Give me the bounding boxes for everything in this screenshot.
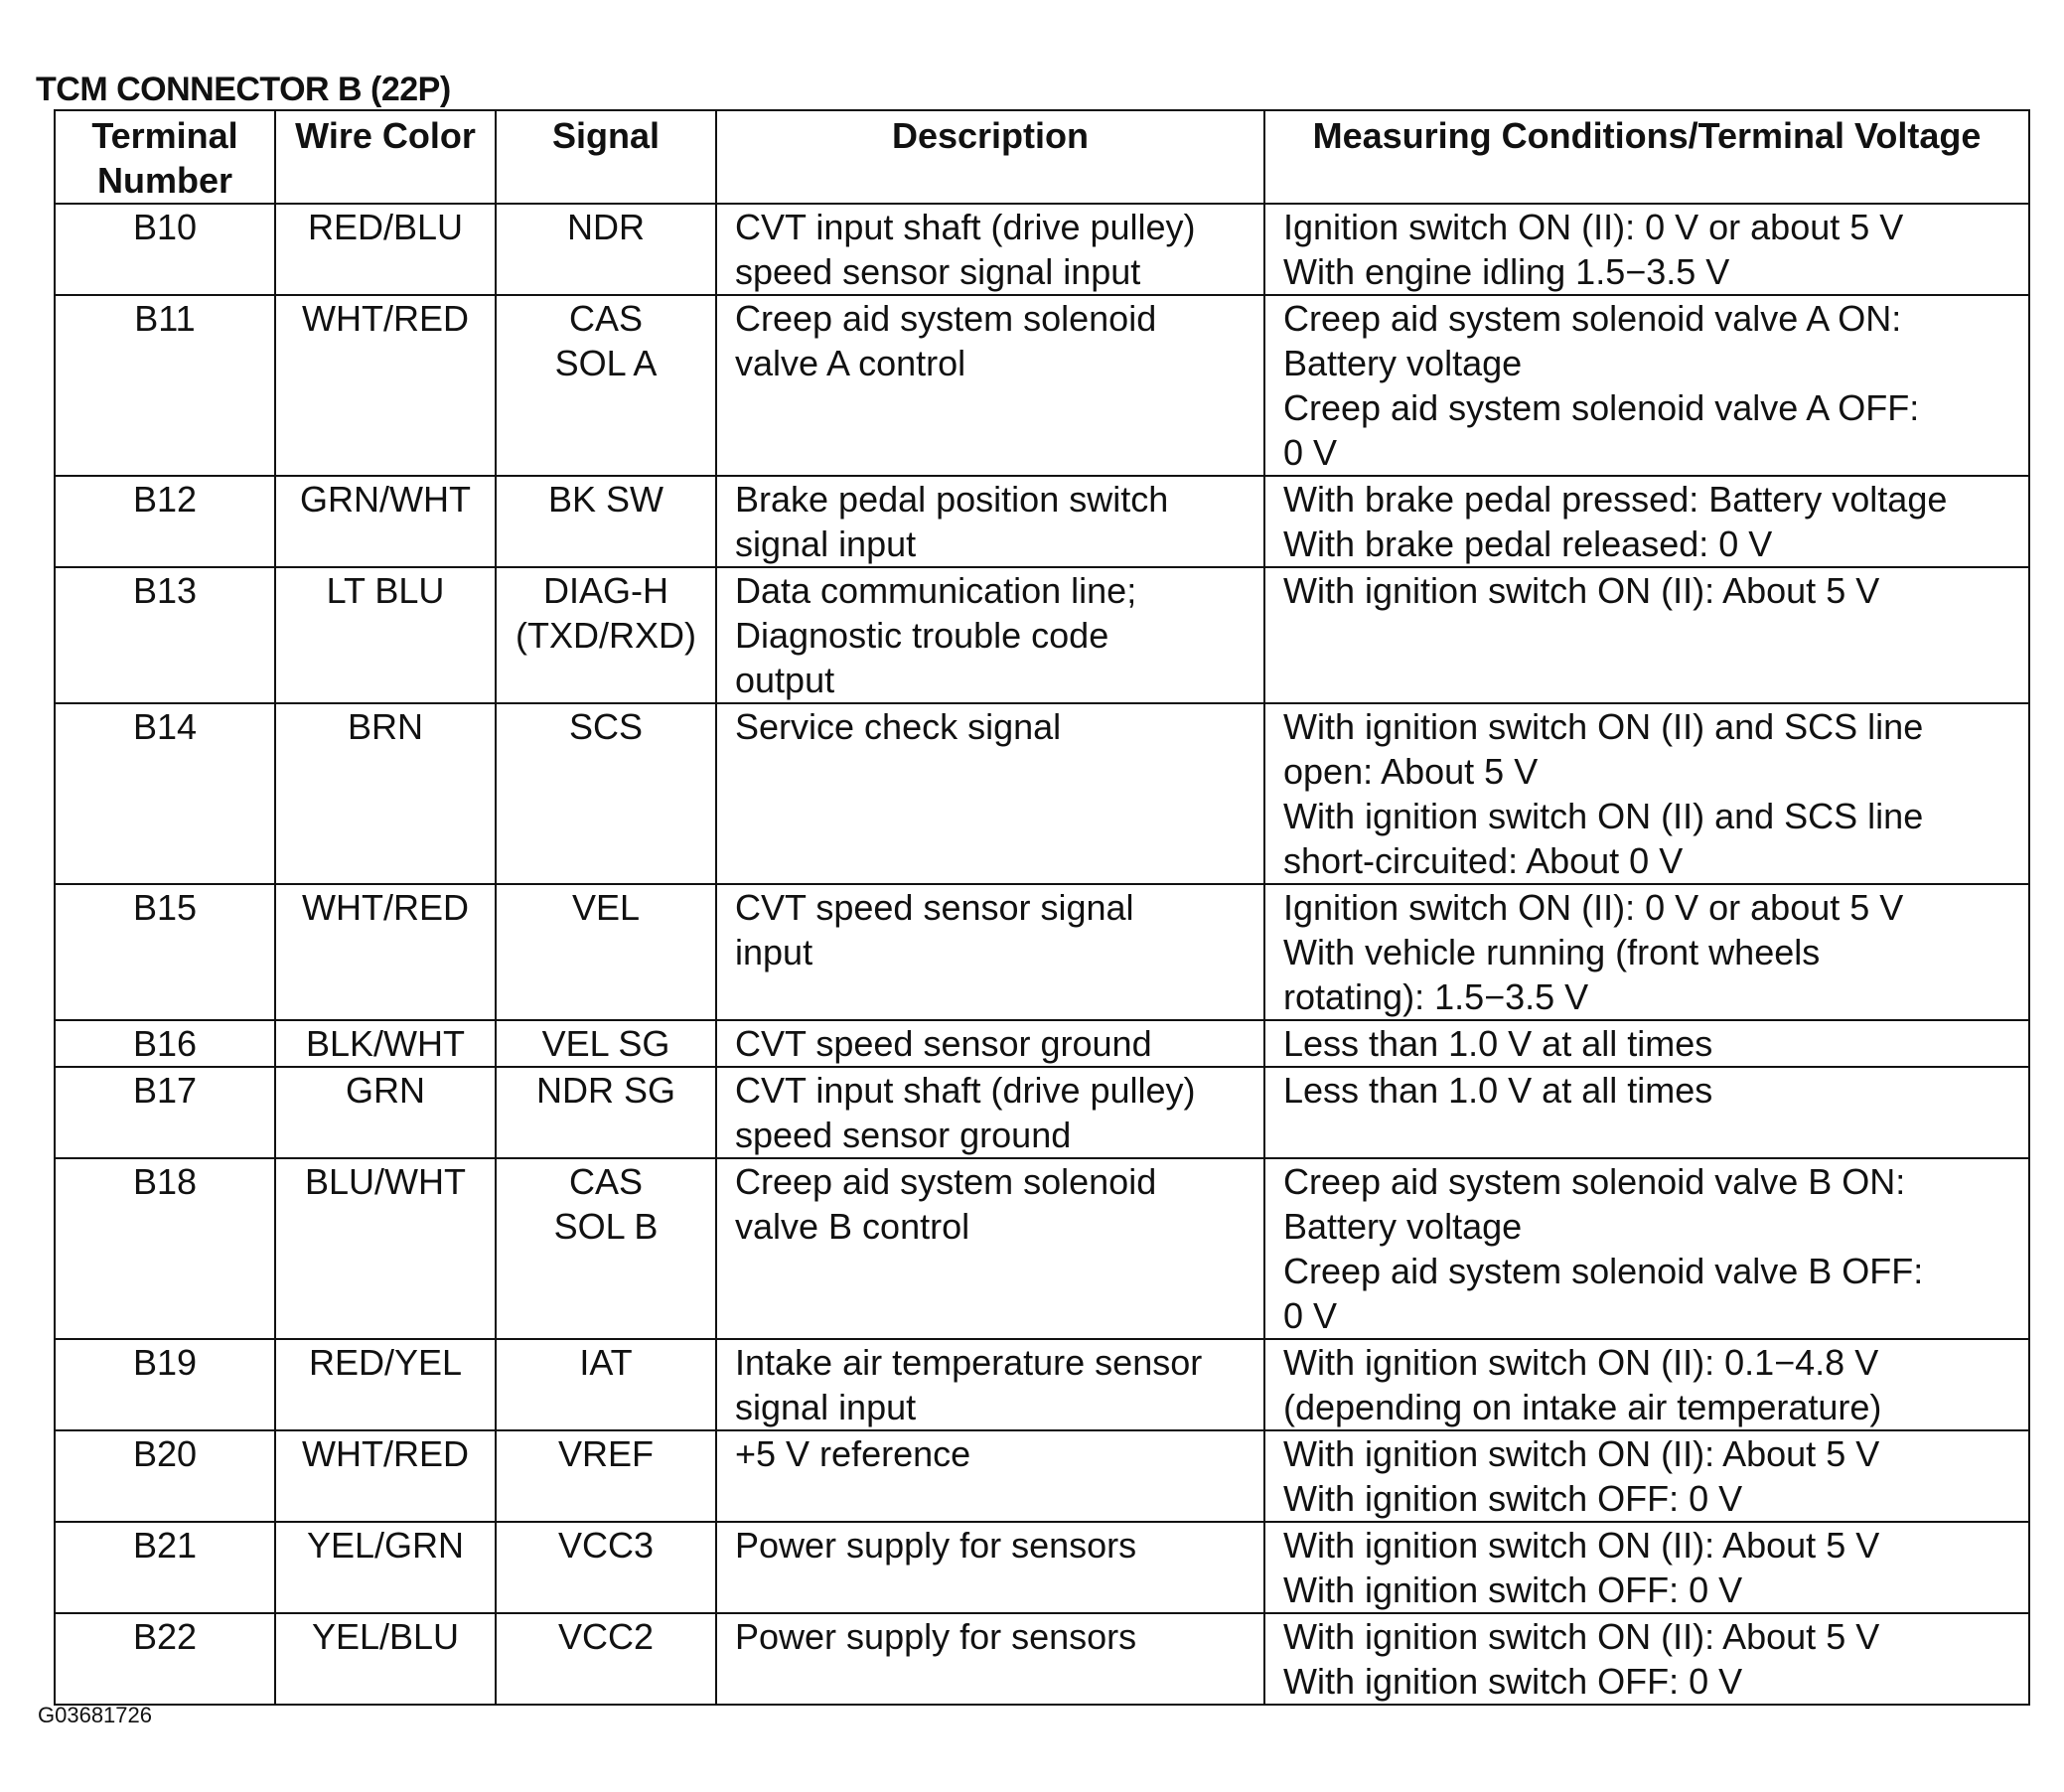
signal-cell <box>496 1158 716 1339</box>
description-line: speed sensor ground <box>735 1115 1072 1155</box>
terminal-number-cell: B12 <box>55 476 275 567</box>
condition-line: Battery voltage <box>1283 1206 1523 1247</box>
description-line: speed sensor signal input <box>735 251 1141 292</box>
description-cell <box>716 1430 1264 1522</box>
description-cell <box>716 1067 1264 1158</box>
conditions-cell <box>1264 1067 2029 1158</box>
description-line: CVT input shaft (drive pulley) <box>735 207 1196 247</box>
signal-cell <box>496 1522 716 1613</box>
conditions-cell <box>1264 1339 2029 1430</box>
table-row <box>55 1158 2029 1339</box>
terminal-number-cell: B15 <box>55 884 275 1020</box>
description-cell <box>716 567 1264 703</box>
signal-line: SOL B <box>553 1206 659 1247</box>
wire-color-cell: GRN/WHT <box>275 476 496 567</box>
signal-line: VEL <box>571 887 641 928</box>
signal-cell <box>496 1020 716 1067</box>
description-line: valve B control <box>735 1206 970 1247</box>
condition-line: Creep aid system solenoid valve B ON: <box>1283 1161 1906 1202</box>
wire-color-header <box>275 110 496 204</box>
description-line: +5 V reference <box>735 1433 971 1474</box>
wire-color-cell: WHT/RED <box>275 1430 496 1522</box>
terminal-number-cell: B20 <box>55 1430 275 1522</box>
connector-table <box>54 109 2030 1706</box>
header-label-line: Measuring Conditions/Terminal Voltage <box>1312 115 1982 156</box>
description-line: Power supply for sensors <box>735 1525 1137 1566</box>
signal-line: SOL A <box>554 343 658 383</box>
condition-line: Creep aid system solenoid valve A ON: <box>1283 298 1902 339</box>
signal-cell <box>496 703 716 884</box>
signal-line: NDR SG <box>535 1070 675 1111</box>
condition-line: 0 V <box>1283 432 1338 473</box>
description-cell <box>716 1020 1264 1067</box>
signal-cell <box>496 884 716 1020</box>
wire-color-cell: BRN <box>275 703 496 884</box>
conditions-cell <box>1264 1522 2029 1613</box>
terminal-number-cell: B22 <box>55 1613 275 1705</box>
wire-color-cell: YEL/BLU <box>275 1613 496 1705</box>
description-cell <box>716 703 1264 884</box>
terminal-number-cell: B19 <box>55 1339 275 1430</box>
signal-header <box>496 110 716 204</box>
conditions-cell <box>1264 1613 2029 1705</box>
signal-line: VEL SG <box>541 1023 670 1064</box>
description-line: valve A control <box>735 343 966 383</box>
wire-color-cell: YEL/GRN <box>275 1522 496 1613</box>
terminal-number-cell: B17 <box>55 1067 275 1158</box>
condition-line: With ignition switch ON (II): About 5 V <box>1283 570 1880 611</box>
page-title: TCM CONNECTOR B (22P) <box>36 71 451 108</box>
header-label-line: Wire Color <box>295 115 476 156</box>
signal-line: VREF <box>557 1433 654 1474</box>
conditions-cell <box>1264 1158 2029 1339</box>
conditions-header <box>1264 110 2029 204</box>
table-row <box>55 204 2029 295</box>
conditions-cell <box>1264 1020 2029 1067</box>
condition-line: With ignition switch OFF: 0 V <box>1283 1569 1743 1610</box>
table-row <box>55 295 2029 476</box>
table-row <box>55 884 2029 1020</box>
wire-color-cell: WHT/RED <box>275 884 496 1020</box>
conditions-cell <box>1264 204 2029 295</box>
description-line: output <box>735 660 835 700</box>
description-line: CVT input shaft (drive pulley) <box>735 1070 1196 1111</box>
description-line: Brake pedal position switch <box>735 479 1169 520</box>
signal-line: CAS <box>568 298 644 339</box>
condition-line: Ignition switch ON (II): 0 V or about 5 V <box>1283 207 1904 247</box>
terminal-number-cell: B21 <box>55 1522 275 1613</box>
description-line: Power supply for sensors <box>735 1616 1137 1657</box>
table-row <box>55 1430 2029 1522</box>
signal-line: IAT <box>579 1342 633 1383</box>
condition-line: With brake pedal pressed: Battery voltage <box>1283 479 1948 520</box>
condition-line: With ignition switch ON (II): About 5 V <box>1283 1616 1880 1657</box>
signal-cell <box>496 1430 716 1522</box>
signal-cell <box>496 295 716 476</box>
signal-cell <box>496 1339 716 1430</box>
signal-line: VCC2 <box>557 1616 655 1657</box>
condition-line: Ignition switch ON (II): 0 V or about 5 V <box>1283 887 1904 928</box>
terminal-number-cell: B13 <box>55 567 275 703</box>
condition-line: Creep aid system solenoid valve B OFF: <box>1283 1251 1924 1291</box>
signal-cell <box>496 1613 716 1705</box>
signal-cell <box>496 567 716 703</box>
terminal-number-cell: B10 <box>55 204 275 295</box>
condition-line: Less than 1.0 V at all times <box>1283 1070 1713 1111</box>
condition-line: Battery voltage <box>1283 343 1523 383</box>
condition-line: With ignition switch ON (II): 0.1−4.8 V <box>1283 1342 1879 1383</box>
condition-line: rotating): 1.5−3.5 V <box>1283 976 1589 1017</box>
terminal-number-cell: B11 <box>55 295 275 476</box>
signal-line: (TXD/RXD) <box>516 615 696 656</box>
description-cell <box>716 1339 1264 1430</box>
header-label-line: Description <box>891 115 1090 156</box>
condition-line: With ignition switch ON (II) and SCS line <box>1283 706 1924 747</box>
description-cell <box>716 1613 1264 1705</box>
condition-line: (depending on intake air temperature) <box>1283 1387 1882 1427</box>
header-label-line: Number <box>96 160 233 201</box>
description-line: Service check signal <box>735 706 1062 747</box>
description-header <box>716 110 1264 204</box>
terminal-number-cell: B18 <box>55 1158 275 1339</box>
description-line: input <box>735 932 813 972</box>
table-row <box>55 476 2029 567</box>
condition-line: Creep aid system solenoid valve A OFF: <box>1283 387 1920 428</box>
description-cell <box>716 1158 1264 1339</box>
conditions-cell <box>1264 295 2029 476</box>
table-header-row <box>55 110 2029 204</box>
table-body <box>55 204 2029 1705</box>
wire-color-cell: BLK/WHT <box>275 1020 496 1067</box>
description-line: Intake air temperature sensor <box>735 1342 1203 1383</box>
table-row <box>55 703 2029 884</box>
conditions-cell <box>1264 884 2029 1020</box>
condition-line: With vehicle running (front wheels <box>1283 932 1821 972</box>
wire-color-cell: GRN <box>275 1067 496 1158</box>
condition-line: open: About 5 V <box>1283 751 1539 792</box>
condition-line: With brake pedal released: 0 V <box>1283 523 1773 564</box>
wire-color-cell: BLU/WHT <box>275 1158 496 1339</box>
table-row <box>55 1522 2029 1613</box>
signal-line: VCC3 <box>557 1525 655 1566</box>
terminal-number-cell: B14 <box>55 703 275 884</box>
table-row <box>55 1020 2029 1067</box>
description-line: Creep aid system solenoid <box>735 1161 1157 1202</box>
description-cell <box>716 204 1264 295</box>
description-line: CVT speed sensor ground <box>735 1023 1152 1064</box>
signal-line: CAS <box>568 1161 644 1202</box>
description-line: signal input <box>735 1387 917 1427</box>
table-row <box>55 1613 2029 1705</box>
conditions-cell <box>1264 476 2029 567</box>
signal-cell <box>496 476 716 567</box>
condition-line: With ignition switch ON (II): About 5 V <box>1283 1525 1880 1566</box>
condition-line: With ignition switch OFF: 0 V <box>1283 1661 1743 1702</box>
signal-line: SCS <box>568 706 644 747</box>
description-cell <box>716 1522 1264 1613</box>
condition-line: With ignition switch ON (II) and SCS line <box>1283 796 1924 836</box>
wire-color-cell: RED/BLU <box>275 204 496 295</box>
table-row <box>55 567 2029 703</box>
header-label-line: Signal <box>551 115 661 156</box>
header-label-line: Terminal <box>91 115 238 156</box>
description-line: Diagnostic trouble code <box>735 615 1109 656</box>
table-row <box>55 1067 2029 1158</box>
signal-cell <box>496 204 716 295</box>
description-cell <box>716 884 1264 1020</box>
signal-cell <box>496 1067 716 1158</box>
description-line: Data communication line; <box>735 570 1137 611</box>
conditions-cell <box>1264 567 2029 703</box>
figure-id: G03681726 <box>38 1703 152 1727</box>
condition-line: Less than 1.0 V at all times <box>1283 1023 1713 1064</box>
condition-line: With engine idling 1.5−3.5 V <box>1283 251 1730 292</box>
signal-line: DIAG-H <box>543 570 668 611</box>
condition-line: With ignition switch ON (II): About 5 V <box>1283 1433 1880 1474</box>
wire-color-cell: WHT/RED <box>275 295 496 476</box>
signal-line: NDR <box>567 207 645 247</box>
description-line: CVT speed sensor signal <box>735 887 1134 928</box>
condition-line: With ignition switch OFF: 0 V <box>1283 1478 1743 1519</box>
description-cell <box>716 476 1264 567</box>
conditions-cell <box>1264 1430 2029 1522</box>
description-line: signal input <box>735 523 917 564</box>
wire-color-cell: LT BLU <box>275 567 496 703</box>
wire-color-cell: RED/YEL <box>275 1339 496 1430</box>
condition-line: 0 V <box>1283 1295 1338 1336</box>
conditions-cell <box>1264 703 2029 884</box>
description-line: Creep aid system solenoid <box>735 298 1157 339</box>
terminal-number-header <box>55 110 275 204</box>
condition-line: short-circuited: About 0 V <box>1283 840 1684 881</box>
signal-line: BK SW <box>547 479 663 520</box>
description-cell <box>716 295 1264 476</box>
table-row <box>55 1339 2029 1430</box>
terminal-number-cell: B16 <box>55 1020 275 1067</box>
